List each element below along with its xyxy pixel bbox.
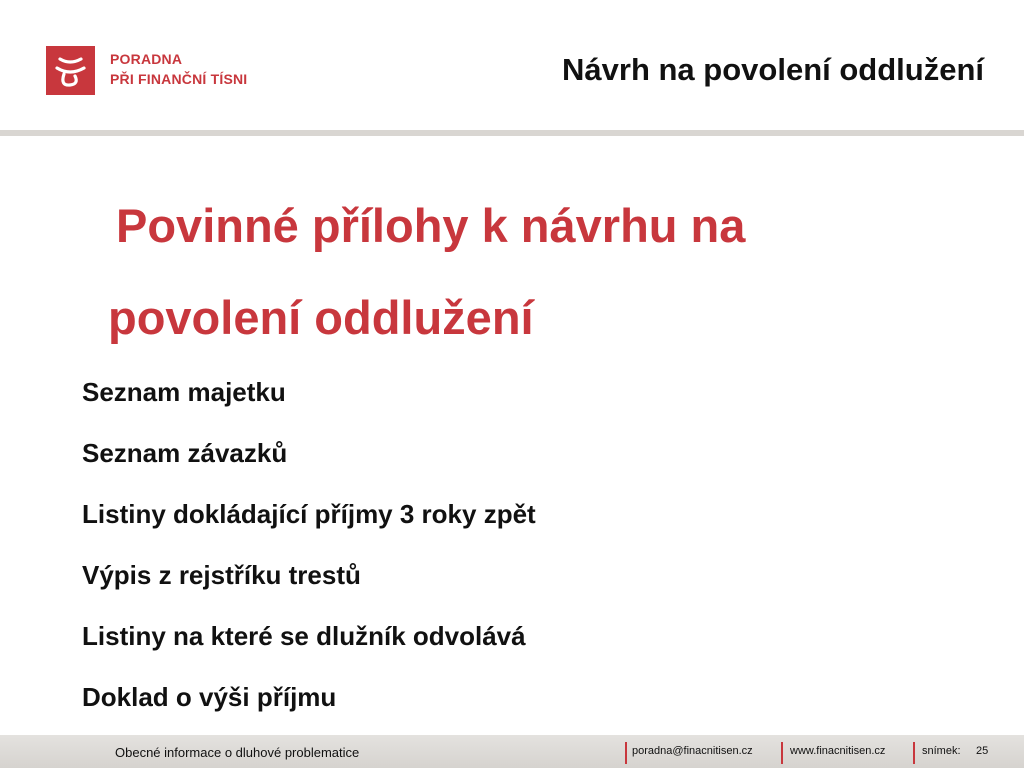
footer-email-link[interactable]: poradna@finacnitisen.cz: [632, 745, 753, 757]
list-item: Seznam majetku: [82, 377, 286, 407]
footer-topic: Obecné informace o dluhové problematice: [115, 745, 360, 760]
section-heading-line-2: povolení oddlužení: [108, 291, 534, 344]
list-item: Listiny dokládající příjmy 3 roky zpět: [82, 499, 536, 529]
section-heading-line-1: Povinné přílohy k návrhu na: [116, 199, 746, 252]
slide-number: 25: [976, 745, 989, 757]
list-item: Seznam závazků: [82, 438, 288, 468]
logo-text: [110, 49, 247, 89]
footer-separator: [913, 742, 915, 764]
header-divider: [0, 130, 1024, 136]
slide-number-label: snímek:: [922, 745, 961, 757]
logo-line-1: PORADNA: [110, 51, 183, 67]
logo-line-2: PŘI FINANČNÍ TÍSNI: [110, 71, 248, 87]
footer-separator: [625, 742, 627, 764]
list-item: Výpis z rejstříku trestů: [82, 560, 361, 590]
list-item: Listiny na které se dlužník odvolává: [82, 621, 526, 651]
slide-title: Návrh na povolení oddlužení: [562, 52, 984, 87]
list-item: Doklad o výši příjmu: [82, 682, 337, 712]
logo: [46, 46, 247, 95]
attachment-list: [82, 372, 536, 738]
logo-emblem-icon: [46, 46, 95, 95]
footer-separator: [781, 742, 783, 764]
footer-web-link[interactable]: www.finacnitisen.cz: [790, 745, 886, 757]
